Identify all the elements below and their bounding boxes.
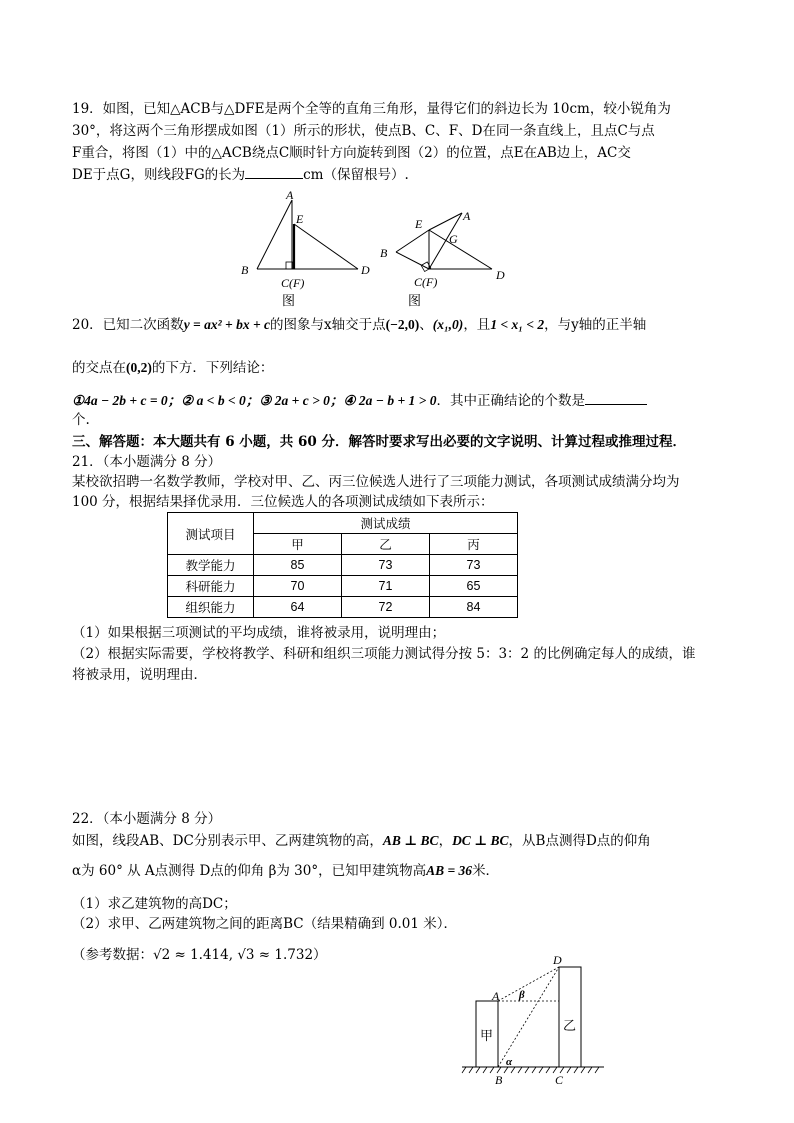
q20-conclusion-3: ；③ 2a + c > 0 bbox=[245, 393, 330, 408]
fig2-label-A: A bbox=[463, 209, 471, 223]
q21-part2-line2: 将被录用，说明理由． bbox=[72, 667, 207, 683]
table-row-name: 教学能力 bbox=[168, 555, 254, 576]
q19-figure-2 bbox=[372, 200, 522, 313]
q20-inequality: 1 < x₁ < 2 bbox=[490, 317, 545, 332]
fig1-label-A: A bbox=[286, 188, 294, 202]
table-cell: 70 bbox=[254, 576, 342, 597]
q20-conclusion-1: ①4a − 2b + c = 0 bbox=[72, 393, 168, 408]
fig2-label-D: D bbox=[496, 268, 505, 282]
table-candidate: 乙 bbox=[341, 534, 429, 555]
q22-line2 bbox=[72, 860, 499, 882]
table-header-item: 测试项目 bbox=[168, 513, 254, 555]
q19-line4 bbox=[72, 164, 409, 186]
fig22-label-A: A bbox=[492, 989, 500, 1003]
fig2-label-CF: C(F) bbox=[414, 275, 438, 289]
q21-score-table bbox=[167, 512, 518, 618]
fig22-label-D: D bbox=[553, 953, 562, 967]
q20-answer-blank bbox=[585, 390, 647, 405]
q22-relation-2: DC ⊥ BC bbox=[452, 833, 509, 848]
fig1-label-D: D bbox=[361, 263, 370, 277]
q19-line1: 19．如图，已知△ACB与△DFE是两个全等的直角三角形，量得它们的斜边长为 10cm，较小锐角为 bbox=[72, 101, 671, 117]
q20-formula: y = ax² + bx + c bbox=[183, 317, 271, 332]
q21-line2: 100 分，根据结果择优录用．三位候选人的各项测试成绩如下表所示： bbox=[72, 494, 494, 510]
table-row bbox=[168, 597, 518, 618]
table-cell: 73 bbox=[429, 555, 517, 576]
q20-conclusion-2: ；② a < b < 0 bbox=[167, 393, 246, 408]
q20-point-1: (−2,0) bbox=[385, 317, 420, 332]
fig22-label-alpha: α bbox=[506, 1056, 513, 1068]
q20-text-c: ，且 bbox=[463, 317, 491, 333]
fig1-label-E: E bbox=[296, 212, 304, 226]
q22-part1: （1）求乙建筑物的高DC； bbox=[72, 896, 237, 912]
q19-line4-unit: cm（保留根号）. bbox=[303, 167, 409, 183]
table-header-row bbox=[168, 513, 518, 534]
q22-given: AB = 36 bbox=[426, 863, 473, 878]
q22-reference: （参考数据：√2 ≈ 1.414, √3 ≈ 1.732） bbox=[72, 947, 327, 963]
fig2-label-B: B bbox=[380, 246, 388, 260]
table-cell: 73 bbox=[341, 555, 429, 576]
fig22-label-B: B bbox=[495, 1073, 503, 1087]
fig2-label-G: G bbox=[449, 232, 458, 246]
q20-text-d: ，与y轴的正半轴 bbox=[544, 317, 647, 333]
table-header-score: 测试成绩 bbox=[254, 513, 518, 534]
q19-figure-1 bbox=[230, 188, 380, 313]
q21-line1: 某校欲招聘一名数学教师，学校对甲、乙、丙三位候选人进行了三项能力测试，各项测试成绩满分均为 bbox=[72, 474, 680, 490]
q20-point-3: (0,2) bbox=[126, 360, 152, 375]
q21-part2-line1: （2）根据实际需要，学校将教学、科研和组织三项能力测试得分按 5：3：2 的比例确定每人的成绩，谁 bbox=[72, 646, 696, 662]
q20-conclusion-4: ；④ 2a − b + 1 > 0 bbox=[329, 393, 437, 408]
q22-building-figure bbox=[458, 950, 608, 1090]
q22-relation-1: AB ⊥ BC bbox=[382, 833, 439, 848]
q20-point-2: (x₁,0) bbox=[432, 317, 464, 332]
q21-title: 21．（本小题满分 8 分） bbox=[72, 454, 222, 470]
building-yi bbox=[559, 967, 581, 1067]
table-cell: 72 bbox=[341, 597, 429, 618]
q19-line2: 30°，将这两个三角形摆成如图（1）所示的形状，使点B、C、F、D在同一条直线上，且点C与点 bbox=[72, 123, 655, 139]
q19-line4-text: DE于点G，则线段FG的长为 bbox=[72, 167, 246, 183]
q22-text-b: ，从B点测得D点的仰角 bbox=[508, 833, 651, 849]
table-candidate: 甲 bbox=[254, 534, 342, 555]
q20-text-f: 的下方．下列结论： bbox=[151, 360, 274, 376]
q21-part1: （1）如果根据三项测试的平均成绩，谁将被录用，说明理由； bbox=[72, 625, 446, 641]
q20-unit: 个. bbox=[72, 412, 90, 428]
table-cell: 84 bbox=[429, 597, 517, 618]
q22-text-c: α为 60° 从 A点测得 D点的仰角 β为 30°，已知甲建筑物高 bbox=[72, 863, 427, 879]
table-cell: 71 bbox=[341, 576, 429, 597]
q20-question: ．其中正确结论的个数是 bbox=[436, 393, 585, 409]
q22-line1: 如图，线段AB、DC分别表示甲、乙两建筑物的高，AB ⊥ BC，DC ⊥ BC，从B点测得D点的仰角 bbox=[72, 833, 651, 849]
fig22-label-beta: β bbox=[519, 989, 525, 1001]
q19-line3: F重合，将图（1）中的△ACB绕点C顺时针方向旋转到图（2）的位置，点E在AB边上，AC交 bbox=[72, 145, 631, 161]
table-cell: 64 bbox=[254, 597, 342, 618]
fig22-label-yi: 乙 bbox=[563, 1018, 577, 1033]
table-row bbox=[168, 576, 518, 597]
fig2-caption: 图 bbox=[408, 293, 422, 308]
q20-line1: 20．已知二次函数y = ax² + bx + c的图象与x轴交于点(−2,0)、(x₁,0)，且1 < x₁ < 2，与y轴的正半轴 bbox=[72, 317, 647, 333]
q20-text-e: 的交点在 bbox=[72, 360, 126, 376]
q20-text-b: 的图象与x轴交于点 bbox=[270, 317, 386, 333]
q22-part2: （2）求甲、乙两建筑物之间的距离BC（结果精确到 0.01 米）． bbox=[72, 916, 457, 932]
table-cell: 85 bbox=[254, 555, 342, 576]
section-3-heading: 三、解答题：本大题共有 6 小题，共 60 分．解答时要求写出必要的文字说明、计算过程或推理过程． bbox=[72, 434, 686, 450]
fig2-label-E: E bbox=[415, 217, 423, 231]
q22-text-a: 如图，线段AB、DC分别表示甲、乙两建筑物的高， bbox=[72, 833, 383, 849]
q20-intro: 20．已知二次函数 bbox=[72, 317, 184, 333]
q22-title: 22．（本小题满分 8 分） bbox=[72, 811, 222, 827]
table-row-name: 组织能力 bbox=[168, 597, 254, 618]
q19-answer-blank bbox=[245, 164, 303, 179]
table-cell: 65 bbox=[429, 576, 517, 597]
q20-line2 bbox=[72, 357, 273, 379]
table-candidate: 丙 bbox=[429, 534, 517, 555]
table-row-name: 科研能力 bbox=[168, 576, 254, 597]
q22-text-d: 米． bbox=[472, 863, 500, 879]
fig22-label-jia: 甲 bbox=[480, 1028, 494, 1043]
q20-line3 bbox=[72, 390, 647, 412]
table-row bbox=[168, 555, 518, 576]
fig1-label-CF: C(F) bbox=[281, 276, 305, 290]
fig1-caption: 图 bbox=[282, 293, 296, 308]
fig1-label-B: B bbox=[241, 263, 249, 277]
fig22-label-C: C bbox=[555, 1073, 564, 1087]
